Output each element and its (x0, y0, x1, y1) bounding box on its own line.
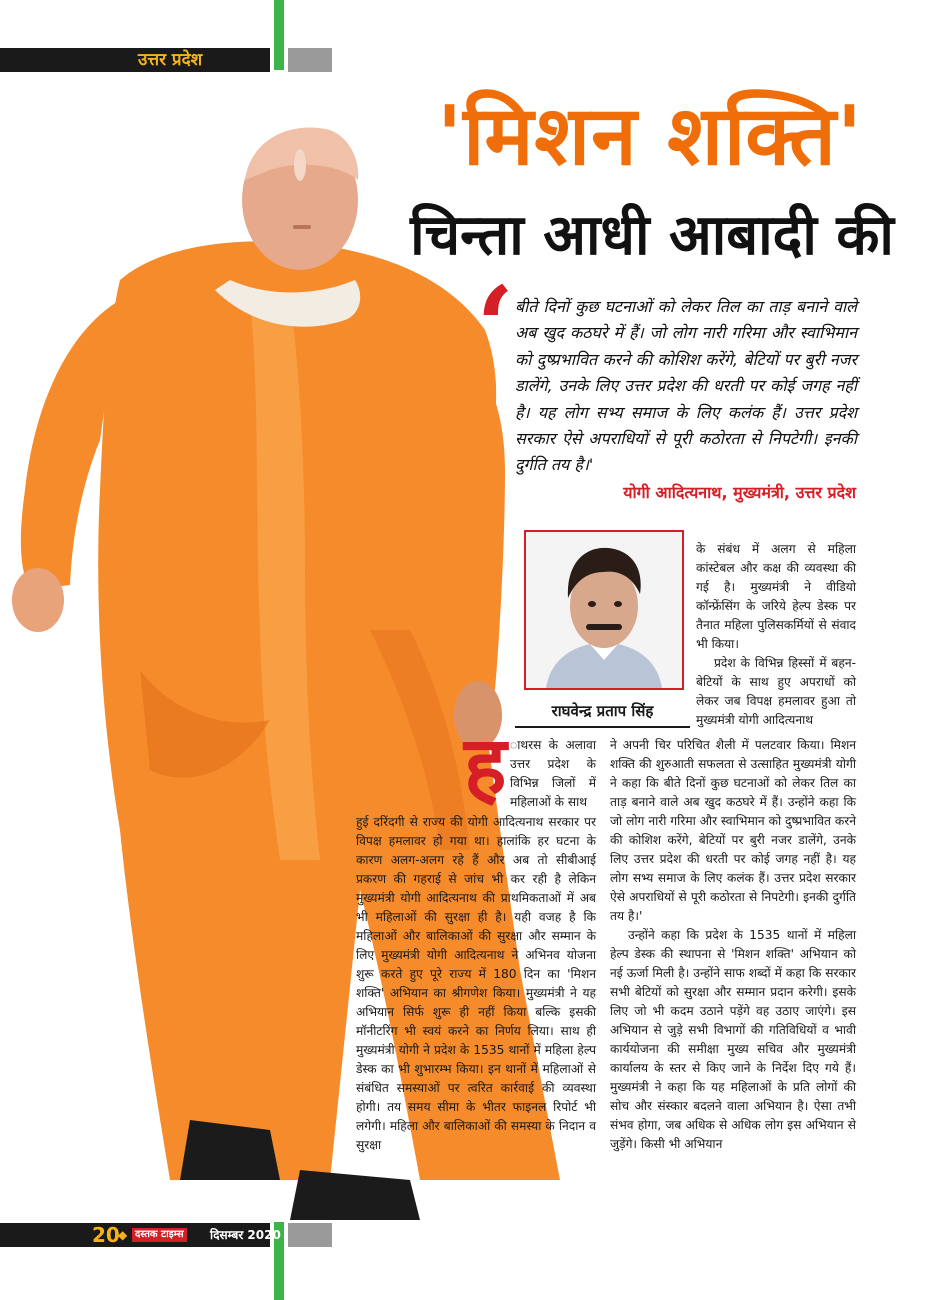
article-lead: ाथरस के अलावा उत्तर प्रदेश के विभिन्न जिलों में महिलाओं के साथ (510, 738, 596, 809)
author-photo (524, 530, 684, 690)
footer-bar-gray (288, 1223, 332, 1247)
green-rule-top (274, 0, 284, 70)
article-paragraph: के संबंध में अलग से महिला कांस्टेबल और कक्ष की व्यवस्था की गई है। मुख्यमंत्री ने वीडियो कॉन्फ्रेंसिंग के जरिये हेल्प डेस्क पर तैनात महिला पुलिसकर्मियों से संवाद भी किया। (696, 542, 856, 651)
article-column-left: हुई दरिंदगी से राज्य की योगी आदित्यनाथ सरकार पर विपक्ष हमलावर हो गया था। हालांकि हर घटना के कारण अलग-अलग रहे हैं और अब तो सीबीआई प्रकरण की गहराई से जांच भी कर रही है लेकिन मुख्यमंत्री योगी आदित्यनाथ की प्राथमिकताओं में अब भी महिलाओं की सुरक्षा ही है। यही वजह है कि महिलाओं और बालिकाओं की सुरक्षा और सम्मान के लिए मुख्यमंत्री योगी आदित्यनाथ ने अभिनव योजना शुरू करते हुए पूरे राज्य में 180 दिन का 'मिशन शक्ति' अभियान का श्रीगणेश किया। मुख्यमंत्री ने यह अभियान सिर्फ शुरू ही नहीं किया बल्कि इसकी मॉनीटरिंग भी स्वयं करने का निर्णय लिया। साथ ही मुख्यमंत्री योगी ने प्रदेश के 1535 थानों में महिला हेल्प डेस्क का भी शुभारम्भ किया। इन थानों में महिलाओं से संबंधित समस्याओं पर त्वरित कार्रवाई की व्यवस्था होगी। तय समय सीमा के भीतर फाइनल रिपोर्ट भी लगेगी। महिला और बालिकाओं की समस्या के निदान व सुरक्षा (356, 815, 596, 1152)
diamond-icon: ◆ (118, 1228, 128, 1242)
drop-cap: ह (464, 718, 507, 812)
headline: 'मिशन शक्ति' (437, 89, 863, 184)
issue-date: दिसम्बर 2020 (210, 1228, 281, 1242)
article-paragraph: ने अपनी चिर परिचित शैली में पलटवार किया। मिशन शक्ति की शुरुआती सफलता से उत्साहित मुख्यमंत्री योगी ने कहा कि बीते दिनों कुछ घटनाओं को लेकर तिल का ताड़ बनाने वाले अब खुद कठघरे में हैं। उन्होंने कहा कि जो लोग नारी गरिमा और स्वाभिमान को दुष्प्रभावित करने की कोशिश करेंगे, बेटियों पर बुरी नजर डालेंगे, उनके लिए उत्तर प्रदेश की धरती पर कोई जगह नहीं है। यह लोग सभ्य समाज के लिए कलंक हैं। उत्तर प्रदेश सरकार ऐसे अपराधियों से पूरी कठोरता से निपटेगी। इनकी दुर्गति तय है।' (610, 738, 856, 923)
article-column-right (610, 736, 856, 1154)
article-paragraph: प्रदेश के विभिन्न हिस्सों में बहन-बेटियों के साथ हुए अपराधों को लेकर जब विपक्ष हमलावर हुआ तो मुख्यमंत्री योगी आदित्यनाथ (696, 656, 856, 727)
quote-mark-icon: ‘ (476, 262, 515, 391)
article-column-right-top (696, 540, 856, 730)
page-number: 20 (92, 1223, 120, 1247)
subheadline: चिन्ता आधी आबादी की (410, 203, 894, 268)
article-paragraph: उन्होंने कहा कि प्रदेश के 1535 थानों में महिला हेल्प डेस्क की स्थापना से 'मिशन शक्ति' अभियान को नई ऊर्जा मिली है। उन्होंने साफ शब्दों में कहा कि सरकार सभी बेटियों को सुरक्षा और सम्मान प्रदान करेगी। इसके लिए जो भी कदम उठाने पड़ेंगे वह उठाए जाएंगे। इस अभियान से जुड़े सभी विभागों की गतिविधियों व भावी कार्ययोजना की समीक्षा मुख्य सचिव और मुख्यमंत्री कार्यालय के स्तर से किए जाने के निर्देश दिए गये हैं। मुख्यमंत्री ने कहा कि यह महिलाओं के प्रति लोगों की सोच और संस्कार बदलने वाला अभियान है। ऐसा तभी संभव होगा, जब अधिक से अधिक लोग इस अभियान से जुड़ेंगे। किसी भी अभियान (610, 928, 856, 1151)
section-label: उत्तर प्रदेश (138, 50, 203, 70)
author-name: राघवेन्द्र प्रताप सिंह (515, 696, 690, 728)
section-bar (0, 48, 270, 72)
author-portrait-icon (526, 532, 682, 688)
quote-author: योगी आदित्यनाथ, मुख्यमंत्री, उत्तर प्रदेश (623, 483, 856, 502)
pull-quote: बीते दिनों कुछ घटनाओं को लेकर तिल का ताड़ बनाने वाले अब खुद कठघरे में हैं। जो लोग नारी गरिमा और स्वाभिमान को दुष्प्रभावित करने की कोशिश करेंगे, बेटियों पर बुरी नजर डालेंगे, उनके लिए उत्तर प्रदेश की धरती पर कोई जगह नहीं है। यह लोग सभ्य समाज के लिए कलंक हैं। उत्तर प्रदेश सरकार ऐसे अपराधियों से पूरी कठोरता से निपटेगी। इनकी दुर्गति तय है।' (515, 297, 857, 475)
section-bar-gray (288, 48, 332, 72)
magazine-logo: दस्तक टाइम्स (132, 1228, 187, 1242)
